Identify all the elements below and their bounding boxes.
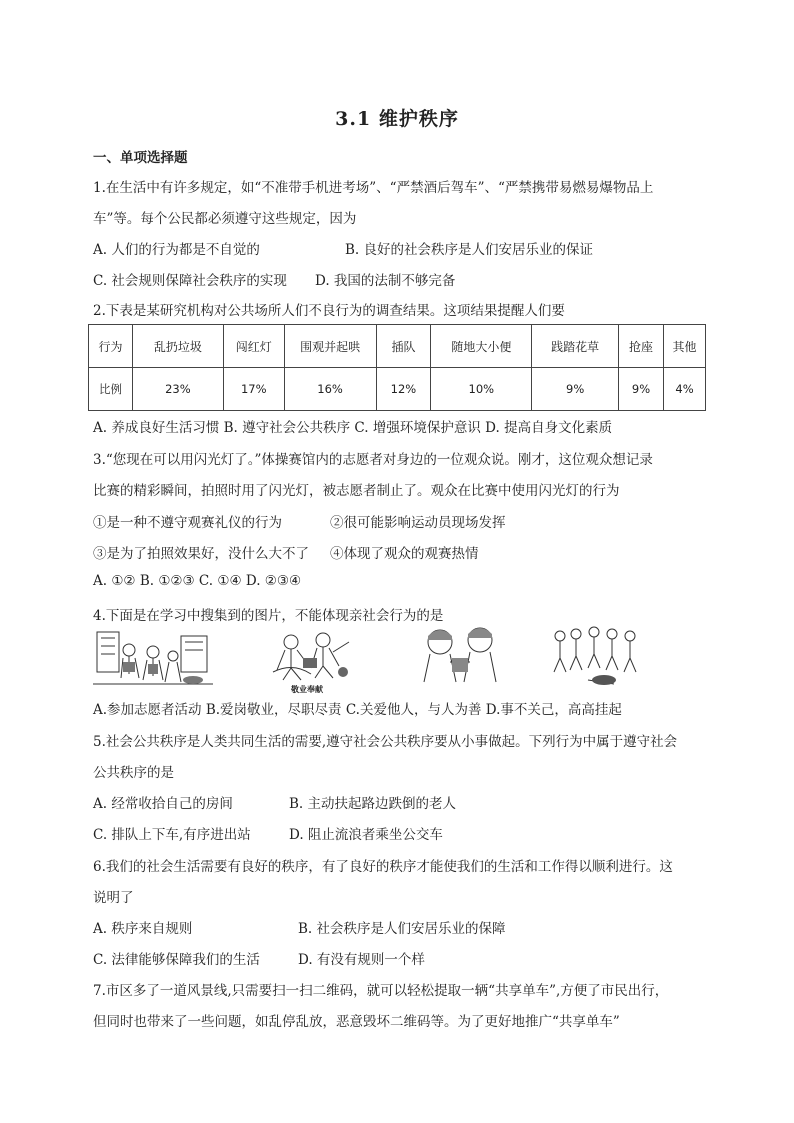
table-row [89, 368, 706, 411]
q2-stem: 2.下表是某研究机构对公共场所人们不良行为的调查结果。这项结果提醒人们要 [93, 303, 565, 319]
survey-table [88, 324, 706, 411]
table-cell: 10% [431, 368, 532, 411]
q1-option-b: B. 良好的社会秩序是人们安居乐业的保证 [345, 242, 594, 258]
q4-stem: 4.下面是在学习中搜集到的图片，不能体现亲社会行为的是 [93, 608, 444, 624]
q1-option-c: C. 社会规则保障社会秩序的实现 [93, 273, 287, 289]
q1-stem-line1: 1.在生活中有许多规定，如“不准带手机进考场”、“严禁酒后驾车”、“严禁携带易燃易爆物品上 [93, 180, 654, 196]
q7-stem-line1: 7.市区多了一道风景线,只需要扫一扫二维码，就可以轻松提取一辆“共享单车”,方便了市民出行， [93, 983, 669, 999]
table-cell: 比例 [89, 368, 133, 411]
q5-stem-line1: 5.社会公共秩序是人类共同生活的需要,遵守社会公共秩序要从小事做起。下列行为中属于遵守社会 [93, 734, 678, 750]
table-cell: 插队 [376, 325, 431, 368]
table-cell: 乱扔垃圾 [132, 325, 223, 368]
q5-option-b: B. 主动扶起路边跌倒的老人 [289, 796, 457, 812]
table-cell: 9% [619, 368, 664, 411]
table-cell: 9% [532, 368, 619, 411]
q1-option-d: D. 我国的法制不够完备 [315, 273, 456, 289]
q5-stem-line2: 公共秩序的是 [93, 765, 174, 781]
table-cell: 行为 [89, 325, 133, 368]
q2-options: A. 养成良好生活习惯 B. 遵守社会公共秩序 C. 增强环境保护意识 D. 提高自身文化素质 [93, 420, 613, 436]
table-cell: 其他 [664, 325, 706, 368]
indifferent-bystanders-illustration [548, 622, 643, 694]
q6-option-b: B. 社会秩序是人们安居乐业的保障 [298, 921, 506, 937]
table-cell: 16% [284, 368, 376, 411]
illustration-caption: 敬业奉献 [291, 684, 323, 694]
table-cell: 闯红灯 [223, 325, 284, 368]
table-cell: 17% [223, 368, 284, 411]
table-cell: 围观并起哄 [284, 325, 376, 368]
table-cell: 随地大小便 [431, 325, 532, 368]
q3-statement-4: ④体现了观众的观赛热情 [330, 546, 479, 562]
q1-option-a: A. 人们的行为都是不自觉的 [93, 242, 260, 258]
q6-option-a: A. 秩序来自规则 [93, 921, 193, 937]
volunteer-activity-illustration [93, 622, 213, 694]
table-header-row [89, 325, 706, 368]
table-cell: 4% [664, 368, 706, 411]
q6-stem-line1: 6.我们的社会生活需要有良好的秩序，有了良好的秩序才能使我们的生活和工作得以顺利进行。这 [93, 859, 673, 875]
q5-option-c: C. 排队上下车,有序进出站 [93, 827, 251, 843]
q3-stem-line2: 比赛的精彩瞬间，拍照时用了闪光灯，被志愿者制止了。观众在比赛中使用闪光灯的行为 [93, 483, 620, 499]
q3-stem-line1: 3.“您现在可以用闪光灯了。”体操赛馆内的志愿者对身边的一位观众说。刚才，这位观众想记录 [93, 452, 653, 468]
q4-pictures [93, 622, 713, 694]
caring-others-illustration [410, 622, 510, 694]
q7-stem-line2: 但同时也带来了一些问题，如乱停乱放，恶意毁坏二维码等。为了更好地推广“共享单车” [93, 1014, 620, 1030]
table-cell: 12% [376, 368, 431, 411]
q5-option-a: A. 经常收拾自己的房间 [93, 796, 233, 812]
table-cell: 抢座 [619, 325, 664, 368]
q5-option-d: D. 阻止流浪者乘坐公交车 [289, 827, 443, 843]
q6-option-c: C. 法律能够保障我们的生活 [93, 952, 260, 968]
section-heading: 一、单项选择题 [93, 150, 188, 166]
q6-stem-line2: 说明了 [93, 890, 134, 906]
q1-stem-line2: 车”等。每个公民都必须遵守这些规定，因为 [93, 211, 357, 227]
q6-option-d: D. 有没有规则一个样 [298, 952, 425, 968]
table-cell: 践踏花草 [532, 325, 619, 368]
page-title: 3.1 维护秩序 [335, 108, 459, 130]
q3-statement-2: ②很可能影响运动员现场发挥 [330, 515, 506, 531]
q3-options: A. ①② B. ①②③ C. ①④ D. ②③④ [93, 573, 302, 589]
q3-statement-3: ③是为了拍照效果好，没什么大不了 [93, 546, 309, 562]
q3-statement-1: ①是一种不遵守观赛礼仪的行为 [93, 515, 282, 531]
q4-options: A.参加志愿者活动 B.爱岗敬业，尽职尽责 C.关爱他人，与人为善 D.事不关己，高高挂起 [93, 702, 622, 718]
table-cell: 23% [132, 368, 223, 411]
